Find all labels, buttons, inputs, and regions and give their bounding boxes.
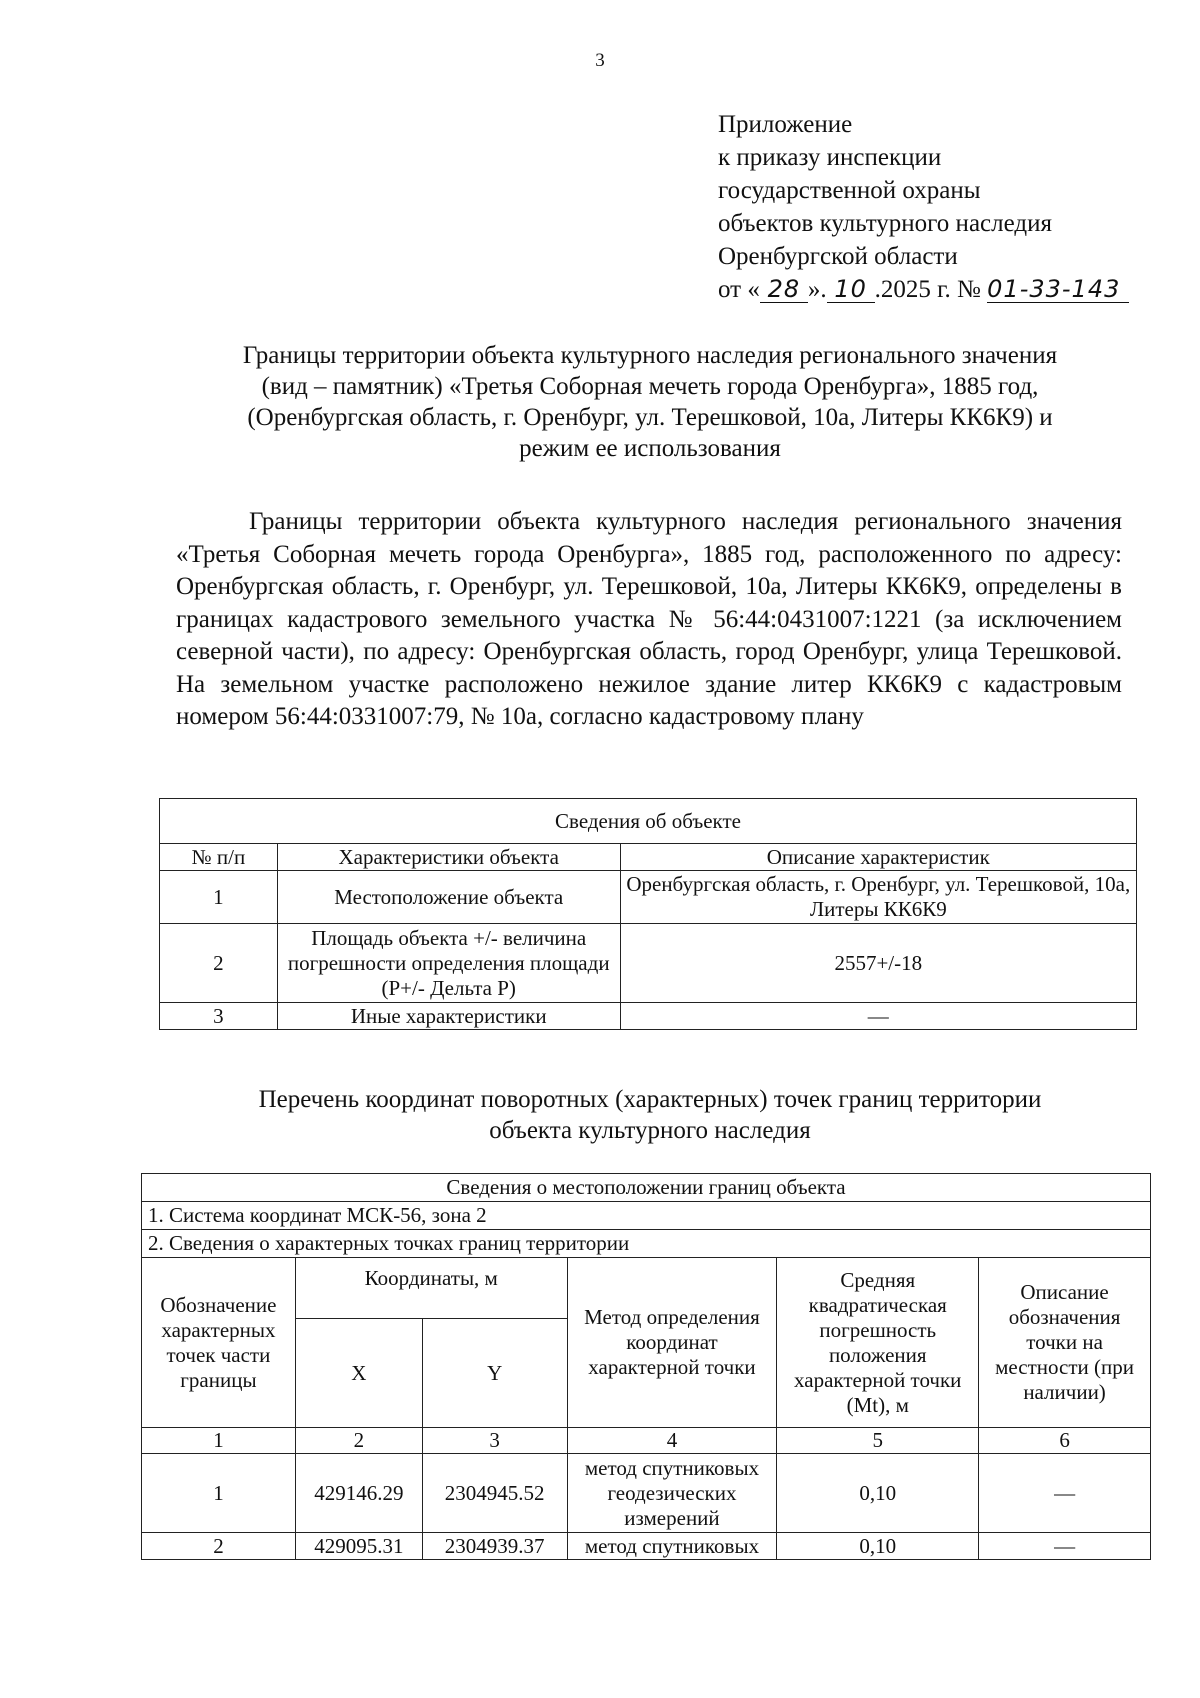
table-row (142, 1533, 1151, 1560)
page-number: 3 (595, 50, 605, 71)
column-number: 4 (567, 1428, 777, 1454)
table-cell: 2 (160, 924, 278, 1003)
table-cell: 0,10 (777, 1533, 979, 1560)
table-cell: Площадь объекта +/- величина погрешности определения площади (Р+/- Дельта Р) (277, 924, 620, 1003)
appendix-line: Приложение (718, 111, 853, 138)
col-header-x: X (295, 1319, 422, 1428)
heading-line: объекта культурного наследия (489, 1117, 811, 1144)
coordinate-system: 1. Система координат МСК-56, зона 2 (142, 1202, 1151, 1230)
date-prefix: от « (718, 276, 760, 303)
appendix-line: государственной охраны (718, 177, 981, 204)
col-header-coords: Координаты, м (295, 1258, 567, 1319)
document-title (170, 340, 1130, 464)
column-number: 1 (142, 1428, 296, 1454)
column-number: 6 (979, 1428, 1151, 1454)
column-number: 2 (295, 1428, 422, 1454)
table-row (160, 871, 1137, 924)
appendix-line: Оренбургской области (718, 243, 958, 270)
title-line: (Оренбургская область, г. Оренбург, ул. Терешковой, 10а, Литеры КК6К9) и (247, 404, 1053, 431)
handwritten-day: 28 (760, 276, 808, 303)
table-cell: Оренбургская область, г. Оренбург, ул. Терешковой, 10а, Литеры КК6К9 (620, 871, 1136, 924)
table-cell: метод спутниковых геодезических измерений (567, 1454, 777, 1533)
table-cell: Местоположение объекта (277, 871, 620, 924)
table-cell: — (979, 1533, 1151, 1560)
title-line: режим ее использования (519, 435, 781, 462)
handwritten-month: 10 (827, 276, 875, 303)
table-cell: 429146.29 (295, 1454, 422, 1533)
col-header-point-description: Описание обозначения точки на местности (при наличии) (979, 1258, 1151, 1428)
object-info-table (159, 798, 1137, 1030)
appendix-block (718, 108, 1178, 306)
title-line: Границы территории объекта культурного наследия регионального значения (242, 342, 1058, 369)
boundary-description: Границы территории объекта культурного наследия регионального значения «Третья Соборная мечеть города Оренбурга», 1885 год, расположенного по адресу: Оренбургская область, г. Оренбург, ул. Терешковой, 10а, Литеры КК6К9, определены в границах кадастрового земельного участка № 56:44:0431007:1221 (за исключением северной части), по адресу: Оренбургская область, город Оренбург, улица Терешковой. На земельном участке расположено нежилое здание литер КК6К9 с кадастровым номером 56:44:0331007:79, № 10а, согласно кадастровому плану (176, 508, 1122, 730)
col-header-number: № п/п (160, 844, 278, 871)
col-header-error: Средняя квадратическая погрешность положения характерной точки (Mt), м (777, 1258, 979, 1428)
col-header-method: Метод определения координат характерной точки (567, 1258, 777, 1428)
column-number: 3 (422, 1428, 567, 1454)
table-cell: Иные характеристики (277, 1003, 620, 1030)
column-number: 5 (777, 1428, 979, 1454)
coordinates-heading (170, 1084, 1130, 1146)
table-cell: 429095.31 (295, 1533, 422, 1560)
table-cell: 0,10 (777, 1454, 979, 1533)
column-numbers-row (142, 1428, 1151, 1454)
table-row (142, 1454, 1151, 1533)
coordinates-table (141, 1173, 1151, 1560)
order-date-line (718, 273, 1178, 306)
col-header-y: Y (422, 1319, 567, 1428)
col-header-point: Обозначение характерных точек части границы (142, 1258, 296, 1428)
section-title: 2. Сведения о характерных точках границ территории (142, 1230, 1151, 1258)
col-header-characteristic: Характеристики объекта (277, 844, 620, 871)
table-cell: 2304939.37 (422, 1533, 567, 1560)
table-cell: 2 (142, 1533, 296, 1560)
table-cell: — (620, 1003, 1136, 1030)
table-row (160, 1003, 1137, 1030)
coords-table-caption: Сведения о местоположении границ объекта (142, 1174, 1151, 1202)
table-row (160, 924, 1137, 1003)
heading-line: Перечень координат поворотных (характерных) точек границ территории (258, 1086, 1042, 1113)
date-year: .2025 г. № (874, 276, 988, 303)
handwritten-order-number: 01-33-143 (987, 276, 1129, 303)
appendix-line: к приказу инспекции (718, 144, 942, 171)
col-header-description: Описание характеристик (620, 844, 1136, 871)
table-cell: 2304945.52 (422, 1454, 567, 1533)
appendix-line: объектов культурного наследия (718, 210, 1052, 237)
table-cell: 3 (160, 1003, 278, 1030)
object-table-caption: Сведения об объекте (160, 799, 1137, 844)
table-cell: 1 (160, 871, 278, 924)
table-cell: — (979, 1454, 1151, 1533)
date-mid: ». (807, 276, 827, 303)
title-line: (вид – памятник) «Третья Соборная мечеть города Оренбурга», 1885 год, (261, 373, 1039, 400)
table-cell: 2557+/-18 (620, 924, 1136, 1003)
table-cell: 1 (142, 1454, 296, 1533)
table-cell: метод спутниковых (567, 1533, 777, 1560)
